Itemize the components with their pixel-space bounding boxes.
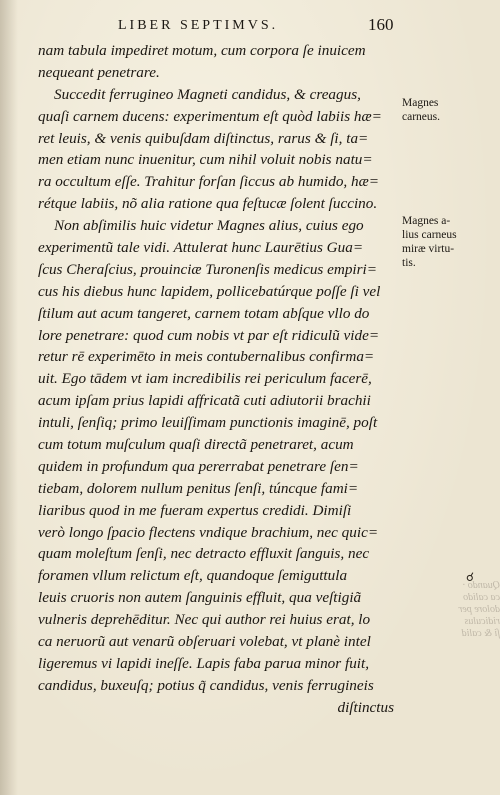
text-line: cum totum muſculum quaſi directã penetraret, acum	[38, 436, 354, 454]
margin-note-magnes-carneus	[402, 96, 440, 124]
margin-note-line: miræ virtu-	[402, 243, 455, 255]
margin-note-line: carneus.	[402, 111, 440, 123]
text-line: rétque labiis, nõ alia ratione qua feſtucæ ſolent ſuccino.	[38, 195, 378, 213]
text-line: liaribus quod in me fueram expertus credidi. Dimiſi	[38, 501, 352, 519]
text-line: tiebam, dolorem nullum penitus ſenſi, túncque fami=	[38, 479, 359, 497]
text-line: diſtinctus	[337, 698, 394, 716]
margin-note-magnes-alius	[402, 214, 457, 270]
text-line: nequeant penetrare.	[38, 63, 160, 81]
spine-shadow	[0, 0, 18, 795]
text-line: candidus, buxeuſq; potius q̃ candidus, venis ferrugineis	[38, 676, 374, 694]
text-line: lore penetrare: quod cum nobis vt par eſt ridiculũ vide=	[38, 326, 380, 344]
text-line: ſcus Cheraſcius, prouinciæ Turonenſis medicus empiri=	[38, 260, 378, 278]
text-line: foramen vllum relictum eſt, quandoque ſemiguttula	[38, 567, 348, 585]
text-line: cus his diebus hunc lapidem, pollicebatúrque poſſe ſi vel	[38, 282, 381, 300]
text-line: quaſi carnem ducens: experimentum eſt quòd labiis hæ=	[38, 107, 382, 125]
text-line: uit. Ego tādem vt iam incredibilis rei periculum facerē,	[38, 370, 372, 388]
text-line: leuis cruoris non autem ſanguinis effluit, qua veſtigiã	[38, 589, 362, 607]
margin-note-line: Magnes a-	[402, 215, 451, 227]
text-line: nam tabula impediret motum, cum corpora ſe inuicem	[38, 42, 366, 59]
text-line: ſtilum aut acum tangeret, carnem totam abſque vllo do	[38, 304, 370, 322]
text-line: quam moleſtum ſenſi, nec detracto effluxit ſanguis, nec	[38, 545, 370, 563]
page-number: 160	[368, 15, 394, 34]
text-line: quidem in profundum qua pererrabat penetrare ſen=	[38, 457, 359, 475]
text-line: retur rē experimēto in meis contubernalibus confirma=	[38, 348, 375, 366]
margin-mark: ☌	[466, 570, 475, 584]
show-through-bleed: Quando · ca calido dolore per ridiculus ſi & calid	[458, 580, 500, 639]
margin-note-line: lius carneus	[402, 229, 457, 241]
text-line: Succedit ferrugineo Magneti candidus, & creagus,	[54, 85, 361, 103]
margin-note-line: tis.	[402, 257, 416, 269]
text-line: men etiam nunc inuenitur, cum nihil voluit nobis natu=	[38, 151, 373, 169]
text-line: ca neruorũ aut venarũ obſeruari volebat, vt planè intel	[38, 633, 371, 651]
page-header	[0, 15, 500, 38]
text-line: ret leuis, & venis quibuſdam diſtinctus, rarus & ſi, ta=	[38, 129, 369, 147]
text-line: intuli, ſenſiq; primo leuiſſimam punctionis imaginē, poſt	[38, 414, 378, 432]
running-head: LIBER SEPTIMVS.	[118, 18, 279, 33]
body-text	[38, 40, 398, 719]
text-line: vulneris deprehēditur. Nec qui author rei huius erat, lo	[38, 611, 371, 629]
text-line: ligeremus vi lapidi ineſſe. Lapis faba parua minor fuit,	[38, 654, 370, 672]
text-line: ra occultum eſſe. Trahitur forſan ſiccus ab humido, hæ=	[38, 173, 379, 191]
margin-note-line: Magnes	[402, 97, 439, 109]
text-line: Non abſimilis huic videtur Magnes alius, cuius ego	[54, 217, 364, 235]
text-line: acum ipſam prius lapidi affricatã cuti adiutorii brachii	[38, 392, 371, 410]
text-line: verò longo ſpacio flectens vndique brachium, nec quic=	[38, 523, 379, 541]
text-line: experimentũ tale vidi. Attulerat hunc Laurētius Gua=	[38, 239, 364, 257]
